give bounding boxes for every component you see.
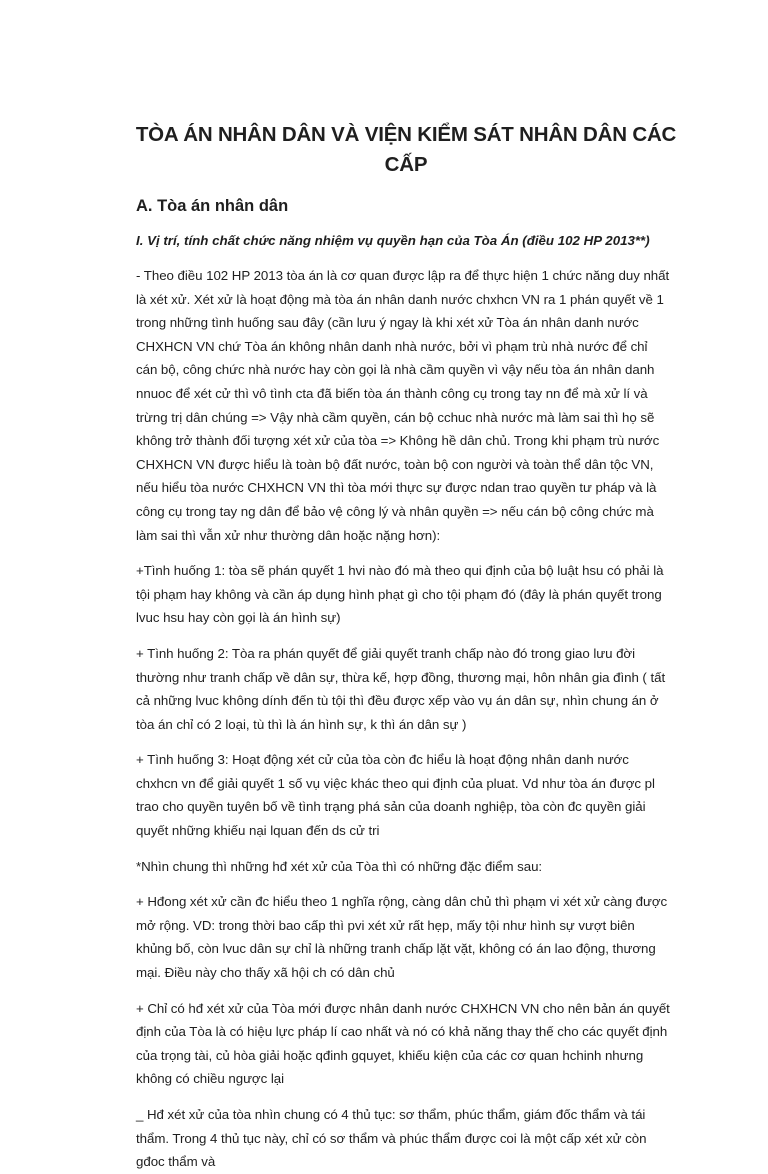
paragraph-situation-3: + Tình huống 3: Hoạt động xét cử của tòa còn đc hiểu là hoạt động nhân danh nước chxhcn vn để giải quyết 1 số vụ việc khác theo qui định của pluat. Vd như tòa án được pl trao cho quyền tuyên bố về tình trạng phá sản của doanh nghiệp, tòa còn đc quyền giải quyết những khiếu nại lquan đến ds cử tri (136, 752, 655, 839)
paragraph-characteristic-2: + Chỉ có hđ xét xử của Tòa mới được nhân danh nước CHXHCN VN cho nên bản án quyết định của Tòa là có hiệu lực pháp lí cao nhất và nó có khả năng thay thế cho các quyết định của trọng tài, củ hòa giải hoặc qđinh gquyet, khiếu kiện của các cơ quan hchinh nhưng không có chiều ngược lại (136, 1000, 670, 1087)
paragraph-procedures: _ Hđ xét xử của tòa nhìn chung có 4 thủ tục: sơ thẩm, phúc thẩm, giám đốc thẩm và tái thẩm. Trong 4 thủ tục này, chỉ có sơ thẩm và phúc thẩm được coi là một cấp xét xử còn gđoc thẩm và (136, 1107, 647, 1170)
paragraph-situation-2: + Tình huống 2: Tòa ra phán quyết để giải quyết tranh chấp nào đó trong giao lưu đời thường như tranh chấp về dân sự, thừa kế, hợp đồng, thương mại, hôn nhân gia đình ( tất cả những lvuc không dính đến tù tội thì đều được xếp vào vụ án dân sự, nhìn chung án ở tòa án chỉ có 2 loại, tù thì là án hình sự, k thì án dân sự ) (136, 645, 666, 732)
subsection-heading: I. Vị trí, tính chất chức năng nhiệm vụ quyền hạn của Tòa Án (điều 102 HP 2013**) (136, 233, 650, 248)
paragraph-situation-1: +Tình huống 1: tòa sẽ phán quyết 1 hvi nào đó mà theo qui định của bộ luật hsu có phải là tội phạm hay không và cần áp dụng hình phạt gì cho tội phạm đó (đây là phán quyết trong lvuc hsu hay còn gọi là án hình sự) (136, 563, 664, 626)
paragraph-characteristics-intro: *Nhìn chung thì những hđ xét xử của Tòa thì có những đặc điểm sau: (136, 858, 543, 874)
paragraph-intro: - Theo điều 102 HP 2013 tòa án là cơ quan được lập ra để thực hiện 1 chức năng duy nhất là xét xử. Xét xử là hoạt động mà tòa án nhân danh nước chxhcn VN ra 1 phán quyết về 1 trong những tình huống sau đây (cần lưu ý ngay là khi xét xử Tòa án nhân danh nước CHXHCN VN chứ Tòa án không nhân danh nhà nước, bởi vì phạm trù nhà nước để chỉ cán bộ, công chức nhà nước hay còn gọi là nhà cầm quyền vì vậy nếu tòa án nhân danh nnuoc để xét cử thì vô tình cta đã biến tòa án thành công cụ trong tay nn để mà xử lí và trừng trị dân chúng => Vậy nhà cầm quyền, cán bộ cchuc nhà nước mà làm sai thì họ sẽ không trở thành đối tượng xét xử của tòa => Không hề dân chủ. Trong khi phạm trù nước CHXHCN VN được hiểu là toàn bộ đất nước, toàn bộ con người và toàn thể dân tộc VN, nếu hiểu tòa nước CHXHCN VN thì tòa mới thực sự được ndan trao quyền tư pháp và là công cụ trong tay ng dân để bảo vệ công lý và nhân quyền => nếu cán bộ công chức mà làm sai thì vẫn xử như thường dân hoặc nặng hơn): (136, 268, 670, 543)
section-heading: A. Tòa án nhân dân (136, 197, 289, 215)
document-content (135, 120, 677, 1174)
paragraph-characteristic-1: + Hđong xét xử cần đc hiểu theo 1 nghĩa rộng, càng dân chủ thì phạm vi xét xử càng được mở rộng. VD: trong thời bao cấp thì pvi xét xử rất hẹp, mấy tội như hình sự vượt biên khủng bố, còn lvuc dân sự chỉ là những tranh chấp lặt vặt, không có án lao động, thương mại. Điều này cho thấy xã hội ch có dân chủ (136, 894, 668, 981)
document-title: TÒA ÁN NHÂN DÂN VÀ VIỆN KIỂM SÁT NHÂN DÂN CÁC CẤP (135, 123, 677, 176)
